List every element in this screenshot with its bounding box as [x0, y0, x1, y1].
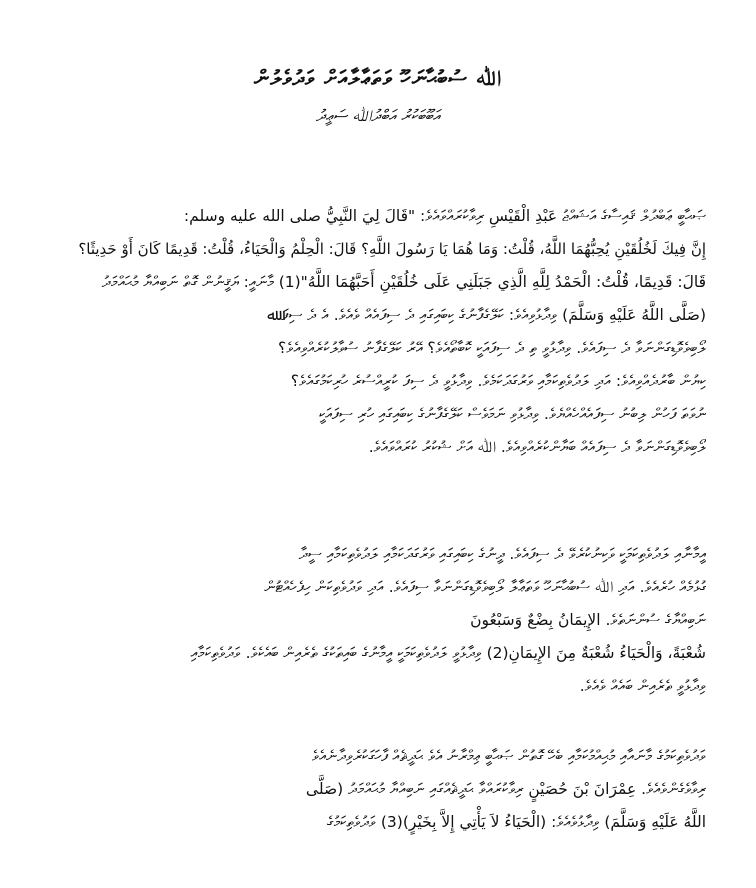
paragraph-2	[60, 538, 706, 703]
paragraph-line: ވަދުވެތިކަމުގެ މާނައާއި މުޙިއްމުކަމާއި ބެހޭ ގޮތުން ޞަޙާބީ ޢިމްރާނު އެވެ ޙަދީޘެއް ފާހަގަކުރެވިދާނެއެވެ	[311, 747, 706, 765]
article-author: އަބޫބަކުރު އަބްދުﷲ ސަޢީދު	[315, 106, 441, 125]
paragraph-line: ޞަޙާބީ ޢަބްދުލް ޤައިސާގެ އަޝައްޖު عَبْدِ الْقَيْسِ ރިވާކުރައްވައެވެ: "قَالَ لِيَ النَّبِيُّ صلى الله عليه وسلم:	[183, 207, 706, 225]
article-title: ﷲ ސުބުޙާނަހޫ ވަތަޢާލާއަށް ވަދުވެލުން	[254, 66, 502, 90]
paragraph-line: ލޯބިވެވޮޑިގަންނަވާ ދެ ސިފައެވެ. ވިދާޅުވީ ތި ދެ ސިފައަކީ ކޮބާތޯއެވެ؟ އޭރު ކަލޭގެފާނު ސުވާލުކުރެއްވިއެވެ؟	[278, 339, 706, 357]
paragraph-line: ރިވާވެގެންވެއެވެ. عِمْرَانَ بْنَ حُصَيْنٍ ރިވާކުރައްވާ ޙަދީޘެއްގައި ނަބިއްޔާ މުޙައްމަދު (صَلَّى	[305, 780, 706, 798]
paragraph-line: ގުޅުމެއް ހުރެއެވެ. އަދި ﷲ ސުބުޙާނަހޫ ވަތަޢާލާ ލޯބިވެވޮޑިގަންނަވާ ސިފައެވެ. އަދި ވަދުވެތިކަން ހިފެހެއްޓުން	[264, 578, 706, 596]
paragraph-line: ނަބިއްޔާގެ ސުންނަތެވެ. الإِيمَانُ بِضْعٌ وَسَبْعُونَ	[470, 611, 706, 629]
paragraph-line: قَالَ: قَدِيمًا، قُلْتُ: الْحَمْدُ لِلَّهِ الَّذِي جَبَلَنِي عَلَى خُلُقَيْنِ أَحَبَّهُمَا اللَّهُ"(1) މާނައީ: ޔަޤީނުން ގޮތް ނަބިއްޔާ މުޙައްމަދު	[101, 273, 706, 291]
paragraph-line: إِنَّ فِيكَ لَخُلُقَيْنِ يُحِبُّهُمَا اللَّهُ، قُلْتُ: وَمَا هُمَا يَا رَسُولَ اللَّهِ؟ قَالَ: الْحِلْمُ وَالْحَيَاءُ، قُلْتُ: قَدِيمًا كَانَ أَوْ حَدِيثًا؟	[78, 240, 706, 258]
paragraph-line: ލޯބިވެވޮޑިގަންނަވާ ދެ ސިފައެއް ބަޔާންކުރެއްވިއެވެ. ﷲ އަށް ޝުކުރު ކުރައްވައެވެ.	[368, 438, 706, 456]
paragraph-1	[60, 200, 706, 464]
paragraph-line: اللَّهُ عَلَيْهِ وَسَلَّمَ) ވިދާޅުވެއެވެ: (الْحَيَاءُ لاَ يَأْتِي إِلاَّ بِخَيْرٍ)(3) ވަދުވެތިކަމުގެ	[326, 813, 706, 831]
paragraph-line: (صَلَّى اللَّهُ عَلَيْهِ وَسَلَّمَ) ވިދާޅުވިއެވެ: ކަލޭގެފާނުގެ ކިބައިގައި ދެ ސިފައެއް ވެއެވެ. އެ ދެ ސިފަ ﷲ	[267, 306, 706, 324]
paragraph-line: އީމާނާއި ލަދުވެތިކަމަކީ ވަކިނުކުރެވޭ ދެ ސިފައެވެ. ދީނުގެ ކިބައިގައި ވަރުގަދަކަމާއި ލަދުވެތިކަމާއި ސީދާ	[298, 545, 706, 563]
paragraph-line: ކިޔުން ބާރުދެއްވިއެވެ: އަދި ލަދުވެތިކަމާއި ވަރުގަދަކަމެވެ. ވިދާޅުވީ ދެ ސިފަ ކުރީއްސުރެ ހުރިކަމުގައެވެ؟	[290, 372, 706, 390]
paragraph-line: شُعْبَةً، وَالْحَيَاءُ شُعْبَةٌ مِنَ الإِيمَانِ(2) ވިދާޅުވީ ލަދުވެތިކަމަކީ އީމާނުގެ ބައިތަކުގެ ތެރެއިން ބައެކެވެ. ވަދުވެތިކަމާއި	[190, 644, 706, 662]
paragraph-line: ނުވަތަ ފަހުން ލިބުނު ސިފައެއްހެއްޔެވެ. ވިދާޅުވި ނަމަވެސް ކަލޭގެފާނުގެ ކިބައިގައި ހުރި ސިފައަކީ	[318, 405, 706, 423]
paragraph-3	[60, 740, 706, 839]
paragraph-line: ވިދާޅުވީ ތެރެއިން ބައެއް ވެއެވެ.	[579, 677, 706, 695]
